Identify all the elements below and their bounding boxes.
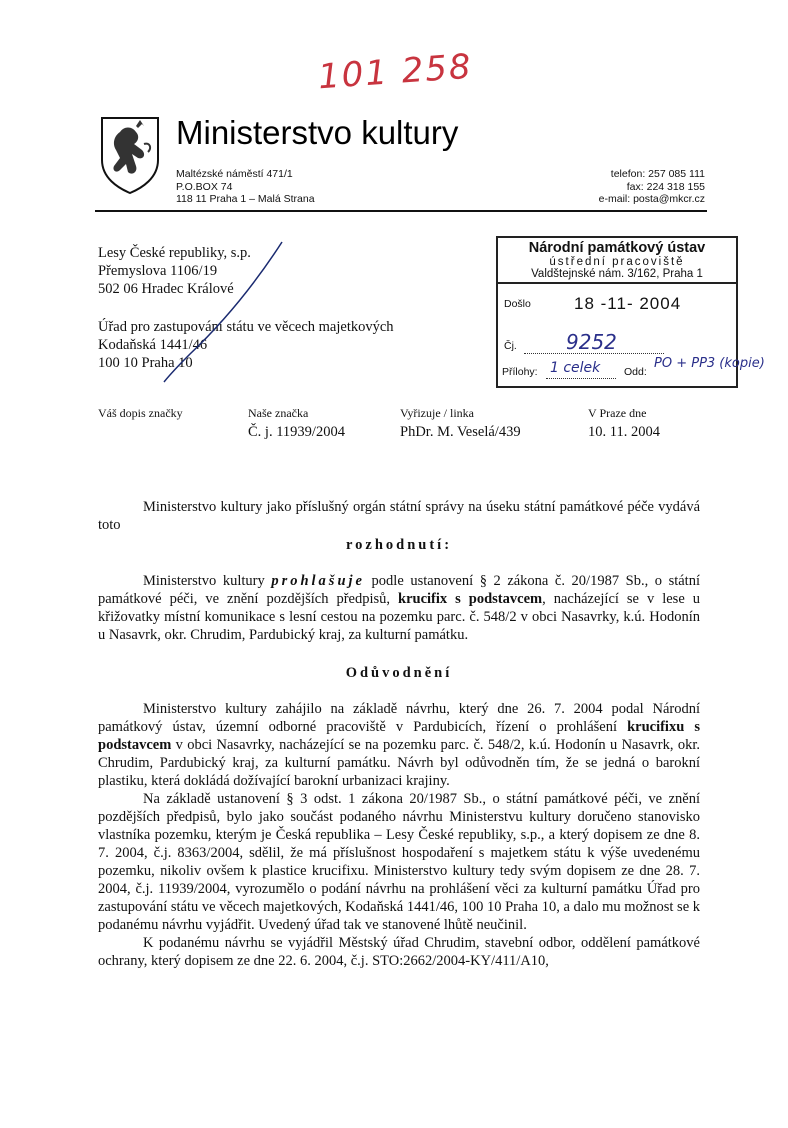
p1-bold: krucifixu s podstavcem: [98, 719, 700, 753]
address-line: 118 11 Praha 1 – Malá Strana: [176, 193, 315, 205]
stamp-header: [498, 238, 736, 284]
header-divider: [95, 210, 707, 212]
recipient-line: Lesy České republiky, s.p.: [98, 245, 251, 261]
stamp-subtitle: ústřední pracoviště: [549, 256, 685, 268]
contact-fax: fax: 224 318 155: [626, 180, 705, 193]
stamp-attachments-label: Přílohy:: [502, 366, 538, 378]
place-date-label: V Praze dne: [588, 406, 647, 420]
decision-post: , nacházející se v lese u křižovatky místní komunikace s lesní cestou na pozemku parc. č. 548/2 v obci Nasavrky, k.ú. Hodonín u Nasavrk, okr. Chrudim, Pardubický kraj, za kulturní památku.: [98, 591, 701, 643]
reasoning-text: [98, 700, 700, 970]
ministry-address: [176, 168, 315, 206]
coat-of-arms-icon: [98, 114, 162, 196]
recipient-line: Úřad pro zastupování státu ve věcech majetkových: [98, 319, 394, 335]
stamp-number-value: 9252: [566, 330, 617, 354]
reasoning-paragraph-2: Na základě ustanovení § 3 odst. 1 zákona 20/1987 Sb., o státní památkové péči, ve znění pozdějších předpisů, bylo jako součást podaného návrhu Ministerstvu kultury doručeno stanovisko vlastníka pozemku, kterým je Česká republika – Lesy České republiky, s.p., a který dopisem ze dne 8. 7. 2004, č.j. 8363/2004, sdělil, že má příslušnost hospodaření s majetkem státu k výše uvedenému pozemku, nikoliv ovšem k plastice krucifixu. Ministerstvo kultury tedy svým dopisem ze dne 28. 7. 2004, č.j. 11939/2004, vyrozumělo o podání návrhu na prohlášení věci za kulturní památku Úřad pro zastupování státu ve věcech majetkových, Kodaňská 1441/46, 100 10 Praha 10, a dalo mu možnost se k podanému návrhu vyjádřit. Uvedený úřad tak ve stanovené lhůtě neučinil.: [98, 791, 701, 933]
decision-pre: Ministerstvo kultury: [143, 573, 272, 589]
intro-paragraph: [98, 498, 700, 534]
stamp-received-label: Došlo: [504, 298, 531, 310]
registry-stamp: [496, 236, 765, 388]
decision-object: krucifix s podstavcem: [398, 591, 543, 607]
decision-verb: prohlašuje: [271, 573, 365, 589]
contact-email: e-mail: posta@mkcr.cz: [598, 193, 705, 205]
stamp-title: Národní památkový ústav: [528, 240, 706, 256]
decision-mid: podle ustanovení § 2 zákona č. 20/1987 Sb., o státní památkové péči, ve znění pozdějších předpisů,: [98, 573, 700, 607]
handler-label: Vyřizuje / linka: [400, 406, 474, 420]
reasoning-paragraph-1: [98, 700, 700, 790]
address-line: P.O.BOX 74: [176, 180, 233, 193]
stamp-attachments-line: [546, 377, 616, 379]
our-ref-value: Č. j. 11939/2004: [248, 424, 345, 440]
ministry-contacts: [560, 168, 705, 206]
address-line: Maltézské náměstí 471/1: [176, 168, 293, 180]
date-value: 10. 11. 2004: [588, 424, 660, 440]
ministry-title: Ministerstvo kultury: [176, 114, 459, 151]
pen-stroke-mark: [150, 236, 290, 386]
your-ref-label: Váš dopis značky: [98, 406, 183, 420]
stamp-department-label: Odd:: [624, 366, 647, 378]
handwritten-reference-number: 101 258: [316, 46, 474, 98]
stamp-received-date: 18 -11- 2004: [574, 294, 682, 313]
stamp-number-label: Čj.: [504, 340, 517, 352]
reasoning-heading: Odůvodnění: [345, 665, 453, 681]
reasoning-paragraph-3: K podanému návrhu se vyjádřil Městský úřad Chrudim, stavební odbor, oddělení památkové ochrany, který dopisem ze dne 22. 6. 2004, č.j. STO:2662/2004-KY/411/A10,: [98, 935, 700, 969]
contact-phone: telefon: 257 085 111: [610, 168, 705, 180]
intro-text: Ministerstvo kultury jako příslušný orgán státní správy na úseku státní památkové péče vydává toto: [98, 499, 700, 533]
decision-heading: rozhodnutí:: [345, 537, 453, 553]
recipient-line: Přemyslova 1106/19: [98, 263, 218, 279]
stamp-address: Valdštejnské nám. 3/162, Praha 1: [531, 268, 703, 280]
p1-text-end: v obci Nasavrky, nacházející se na pozemku parc. č. 548/2, k.ú. Hodonín u Nasavrk, okr. Chrudim, Pardubický kraj, za kulturní památku. Návrh byl odůvodněn tím, že se jedná o barokní plastiku, která dokládá dožívající barokní urbanizaci krajiny.: [98, 737, 700, 789]
stamp-department-value: PO + PP3 (kopie): [654, 356, 765, 371]
recipient-line: Kodaňská 1441/46: [98, 337, 208, 353]
our-ref-label: Naše značka: [248, 406, 309, 420]
recipient-line: 100 10 Praha 10: [98, 355, 193, 371]
recipient-line: 502 06 Hradec Králové: [98, 281, 234, 297]
p1-text: Ministerstvo kultury zahájilo na základě návrhu, který dne 26. 7. 2004 podal Národní památkový ústav, územní odborné pracoviště v Pardubicích, řízení o prohlášení: [98, 701, 700, 735]
handler-value: PhDr. M. Veselá/439: [400, 424, 521, 440]
stamp-attachments-value: 1 celek: [550, 360, 601, 376]
decision-paragraph: [98, 572, 700, 644]
